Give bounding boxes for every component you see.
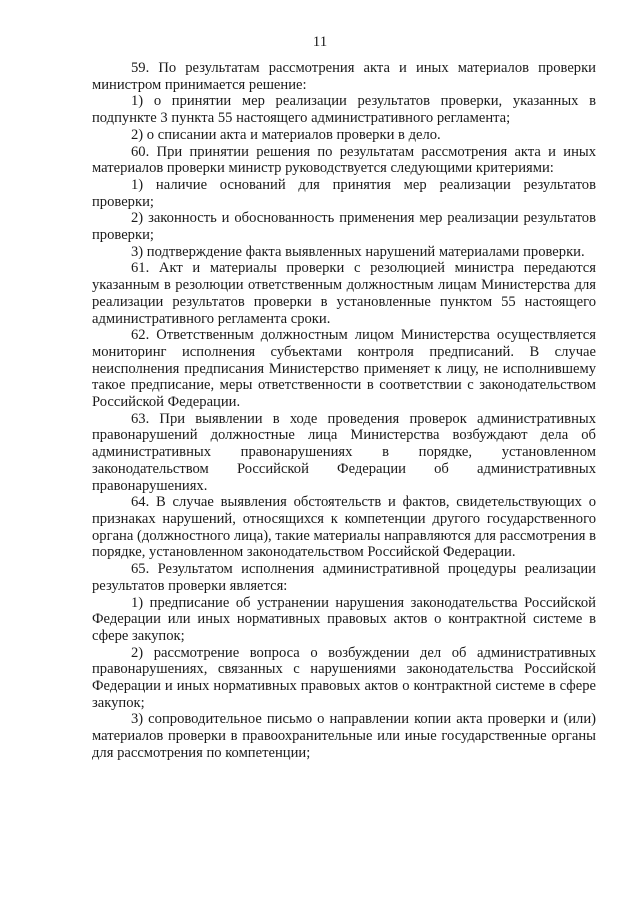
paragraph-64: 64. В случае выявления обстоятельств и фактов, свидетельствующих о признаках нарушений, относящихся к компетенции другого государственного органа (должностного лица), такие материалы направляются для рассмотрения в порядке, установленном законодательством Российской Федерации. xyxy=(92,494,596,561)
paragraph-59-item-1: 1) о принятии мер реализации результатов проверки, указанных в подпункте 3 пункта 55 настоящего административного регламента; xyxy=(92,93,596,127)
page-number: 11 xyxy=(312,34,328,50)
paragraph-65-item-1: 1) предписание об устранении нарушения законодательства Российской Федерации или иных нормативных правовых актов о контрактной системе в сфере закупок; xyxy=(92,594,596,644)
paragraph-65: 65. Результатом исполнения административной процедуры реализации результатов проверки является: xyxy=(92,561,596,594)
paragraph-65-item-3: 3) сопроводительное письмо о направлении копии акта проверки и (или) материалов проверки в правоохранительные или иные государственные органы для рассмотрения по компетенции; xyxy=(92,711,596,761)
paragraph-60-item-2: 2) законность и обоснованность применения мер реализации результатов проверки; xyxy=(92,210,596,244)
paragraph-60-item-3: 3) подтверждение факта выявленных нарушений материалами проверки. xyxy=(131,243,585,260)
paragraph-60: 60. При принятии решения по результатам рассмотрения акта и иных материалов проверки министр руководствуется следующими критериями: xyxy=(92,143,596,177)
paragraph-59-item-2: 2) о списании акта и материалов проверки в дело. xyxy=(131,126,441,143)
paragraph-65-item-2: 2) рассмотрение вопроса о возбуждении дел об административных правонарушениях, связанных с нарушениями законодательства Российской Федерации и иных нормативных правовых актов о контрактной системе в сфере закупок; xyxy=(92,644,596,711)
paragraph-62: 62. Ответственным должностным лицом Министерства осуществляется мониторинг исполнения субъектами контроля предписаний. В случае неисполнения предписания Министерство применяет к лицу, не исполнившему такое предписание, меры ответственности в соответствии с законодательством Российской Федерации. xyxy=(92,327,596,411)
document-body xyxy=(92,60,596,762)
paragraph-60-item-1: 1) наличие оснований для принятия мер реализации результатов проверки; xyxy=(92,176,596,210)
paragraph-61: 61. Акт и материалы проверки с резолюцией министра передаются указанным в резолюции ответственным должностным лицам Министерства для реализации результатов проверки в установленные пунктом 55 настоящего административного регламента сроки. xyxy=(92,260,596,327)
paragraph-63: 63. При выявлении в ходе проведения проверок административных правонарушений должностные лица Министерства возбуждают дела об административных правонарушениях в порядке, установленном законодательством Российской Федерации об административных правонарушениях. xyxy=(92,410,596,494)
paragraph-59: 59. По результатам рассмотрения акта и иных материалов проверки министром принимается решение: xyxy=(92,60,596,93)
